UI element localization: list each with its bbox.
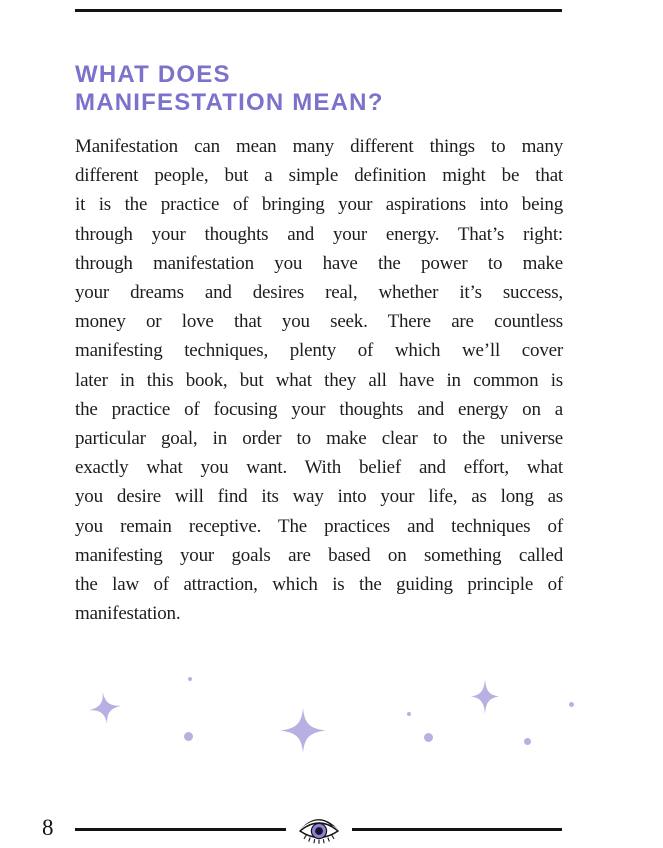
body-line: it is the practice of bringing your aspirations into being xyxy=(75,194,563,216)
eye-pupil xyxy=(315,827,323,835)
sparkle-dot xyxy=(188,677,192,681)
body-line: your dreams and desires real, whether it’s success, xyxy=(75,282,563,304)
body-line: Manifestation can mean many different things to many xyxy=(75,136,563,157)
body-line: you desire will find its way into your life, as long as xyxy=(75,486,563,508)
body-line: manifestation. xyxy=(75,603,181,625)
body-line: exactly what you want. With belief and effort, what xyxy=(75,457,563,479)
footer-rule-right xyxy=(352,828,563,831)
sparkle-dot xyxy=(524,738,531,745)
body-line: the law of attraction, which is the guiding principle of xyxy=(75,574,563,596)
sparkle-star-icon xyxy=(279,707,327,754)
sparkle-dot xyxy=(424,733,433,742)
sparkle-dot xyxy=(184,732,193,741)
body-paragraph xyxy=(75,132,563,628)
body-line: manifesting techniques, plenty of which we’ll cover xyxy=(75,340,563,362)
sparkle-star-icon xyxy=(86,689,124,727)
body-line: particular goal, in order to make clear to the universe xyxy=(75,428,563,450)
body-line: through your thoughts and your energy. That’s right: xyxy=(75,223,563,245)
body-line: the practice of focusing your thoughts and energy on a xyxy=(75,398,563,420)
body-line: through manifestation you have the power to make xyxy=(75,252,563,274)
sparkle-dot xyxy=(407,712,411,716)
evil-eye-icon xyxy=(297,814,341,845)
top-rule xyxy=(75,9,562,12)
body-line: different people, but a simple definition might be that xyxy=(75,165,563,187)
body-line: later in this book, but what they all have in common is xyxy=(75,369,563,391)
body-line: money or love that you seek. There are countless xyxy=(75,311,563,333)
sparkle-dot xyxy=(569,702,574,707)
page-title-line-2: MANIFESTATION MEAN? xyxy=(75,89,384,116)
footer-rule-left xyxy=(75,828,286,831)
page-number: 8 xyxy=(42,815,54,840)
body-line: manifesting your goals are based on something called xyxy=(75,544,563,566)
page-title xyxy=(75,61,575,117)
footer-ornament xyxy=(75,813,562,845)
page-title-line-1: WHAT DOES xyxy=(75,61,231,88)
body-line: you remain receptive. The practices and techniques of xyxy=(75,515,563,537)
sparkle-star-icon xyxy=(470,678,500,715)
